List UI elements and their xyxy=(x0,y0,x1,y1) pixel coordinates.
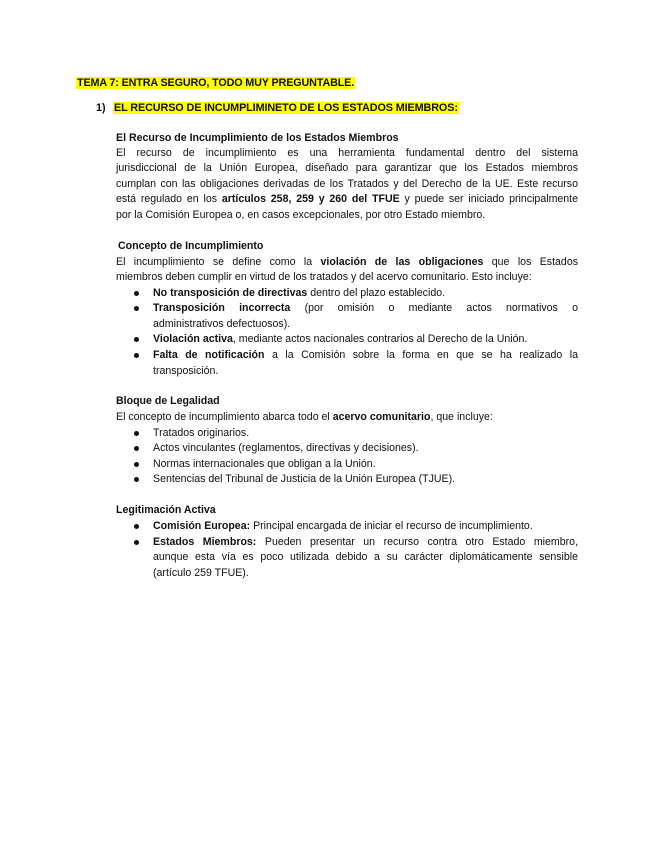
legitimacion-item-2-cont: aunque esta vía es poco utilizada debido a su carácter diplomáticamente sensible xyxy=(153,551,578,563)
recurso-line-5: por la Comisión Europea o, en casos excepcionales, por otro Estado miembro. xyxy=(116,209,486,221)
bloque-item-2: Actos vinculantes (reglamentos, directivas y decisiones). xyxy=(153,442,419,454)
bullet-icon xyxy=(134,462,139,467)
bloque-item-1: Tratados originarios. xyxy=(153,427,250,439)
document-title: TEMA 7: ENTRA SEGURO, TODO MUY PREGUNTABLE. xyxy=(77,77,355,89)
bloque-item-4: Sentencias del Tribunal de Justicia de la Unión Europea (TJUE). xyxy=(153,473,456,485)
recurso-heading: El Recurso de Incumplimiento de los Estados Miembros xyxy=(116,132,399,144)
bullet-icon xyxy=(134,477,139,482)
bullet-icon xyxy=(134,524,139,529)
bullet-icon xyxy=(134,540,139,545)
recurso-line-2: jurisdiccional de la Unión Europea, diseñado para garantizar que los Estados miembros xyxy=(116,162,578,174)
bullet-icon xyxy=(134,337,139,342)
concepto-item-2: Transposición incorrecta (por omisión o mediante actos normativos o xyxy=(153,302,578,314)
legitimacion-item-1: Comisión Europea: Principal encargada de iniciar el recurso de incumplimiento. xyxy=(153,520,533,532)
concepto-item-4-cont: transposición. xyxy=(153,365,219,377)
bloque-item-3: Normas internacionales que obligan a la Unión. xyxy=(153,458,376,470)
bullet-icon xyxy=(134,306,139,311)
concepto-item-3: Violación activa, mediante actos nacionales contrarios al Derecho de la Unión. xyxy=(153,333,528,345)
section-number: 1) xyxy=(96,102,106,114)
legitimacion-item-2: Estados Miembros: Pueden presentar un recurso contra otro Estado miembro, xyxy=(153,536,579,548)
recurso-line-3: cumplan con las obligaciones derivadas de los Tratados y del Derecho de la UE. Este recurso xyxy=(116,178,578,190)
bullet-icon xyxy=(134,353,139,358)
section-title: EL RECURSO DE INCUMPLIMINETO DE LOS ESTADOS MIEMBROS: xyxy=(114,102,458,114)
concepto-heading: Concepto de Incumplimiento xyxy=(118,240,264,252)
recurso-line-4: está regulado en los artículos 258, 259 y 260 del TFUE y puede ser iniciado principalmente xyxy=(116,193,579,205)
concepto-line-2: miembros deben cumplir en virtud de los tratados y del acervo comunitario. Esto incluye: xyxy=(116,271,532,283)
concepto-item-4: Falta de notificación a la Comisión sobre la forma en que se ha realizado la xyxy=(153,349,579,361)
bloque-line-1: El concepto de incumplimiento abarca todo el acervo comunitario, que incluye: xyxy=(116,411,493,423)
concepto-item-1: No transposición de directivas dentro del plazo establecido. xyxy=(153,287,446,299)
legitimacion-heading: Legitimación Activa xyxy=(116,504,216,516)
legitimacion-item-2-cont2: (artículo 259 TFUE). xyxy=(153,567,249,579)
bullet-icon xyxy=(134,446,139,451)
concepto-item-2-cont: administrativos defectuosos). xyxy=(153,318,291,330)
bloque-heading: Bloque de Legalidad xyxy=(116,395,220,407)
bullet-icon xyxy=(134,431,139,436)
recurso-line-1: El recurso de incumplimiento es una herramienta fundamental dentro del sistema xyxy=(116,147,578,159)
bullet-icon xyxy=(134,291,139,296)
concepto-line-1: El incumplimiento se define como la violación de las obligaciones que los Estados xyxy=(116,256,579,268)
